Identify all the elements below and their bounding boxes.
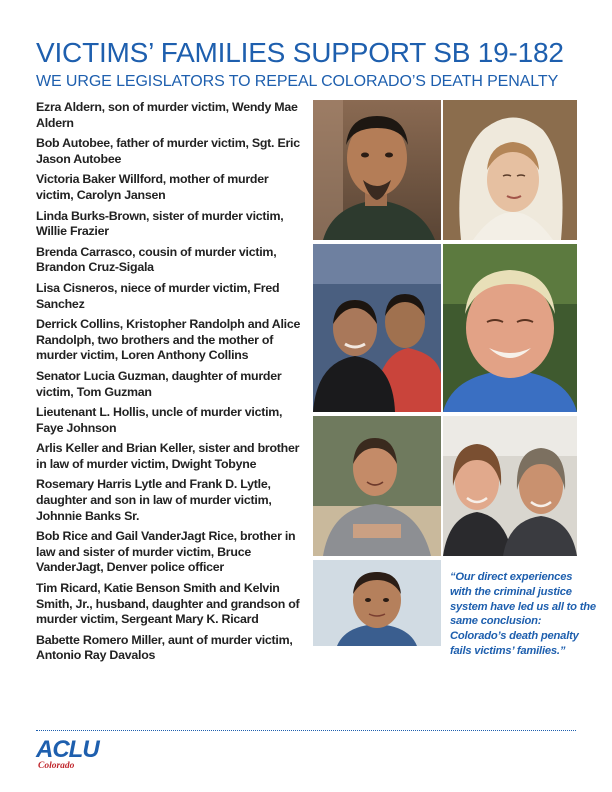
page-subtitle: WE URGE LEGISLATORS TO REPEAL COLORADO’S DEATH PENALTY	[36, 73, 559, 90]
list-item: Senator Lucia Guzman, daughter of murder victim, Tom Guzman	[36, 368, 282, 399]
list-item: Bob Rice and Gail VanderJagt Rice, brother in law and sister of murder victim, Bruce VanderJagt, Denver police officer	[36, 529, 296, 575]
supporters-list	[36, 100, 306, 669]
list-item: Brenda Carrasco, cousin of murder victim, Brandon Cruz-Sigala	[36, 244, 277, 275]
list-item: Ezra Aldern, son of murder victim, Wendy Mae Aldern	[36, 100, 298, 130]
aclu-logo	[36, 738, 99, 771]
logo-sub-text: Colorado	[38, 761, 75, 771]
list-item: Bob Autobee, father of murder victim, Sgt. Eric Jason Autobee	[36, 136, 300, 166]
page-title: VICTIMS’ FAMILIES SUPPORT SB 19-182	[36, 37, 564, 68]
list-item: Lieutenant L. Hollis, uncle of murder victim, Faye Johnson	[36, 405, 283, 435]
list-item: Linda Burks-Brown, sister of murder victim, Willie Frazier	[36, 208, 284, 239]
pull-quote: “Our direct experiences with the criminal justice system have led us all to the same conclusion: Colorado’s death penalty fails victims’ families.”	[450, 571, 596, 657]
photo-young-boy	[313, 560, 441, 646]
photo-young-man	[313, 100, 441, 240]
list-item: Rosemary Harris Lytle and Frank D. Lytle, daughter and son in law of murder victim, Johnnie Banks Sr.	[36, 477, 272, 523]
photo-man-gray-shirt	[313, 416, 441, 556]
list-item: Babette Romero Miller, aunt of murder victim, Antonio Ray Davalos	[36, 632, 293, 663]
photo-two-young-men	[313, 244, 441, 412]
photo-bride	[443, 100, 577, 240]
list-item: Tim Ricard, Katie Benson Smith and Kelvin Smith, Jr., husband, daughter and grandson of murder victim, Sergeant Mary K. Ricard	[36, 581, 300, 627]
list-item: Arlis Keller and Brian Keller, sister and brother in law of murder victim, Dwight Tobyne	[36, 441, 300, 471]
list-item: Derrick Collins, Kristopher Randolph and Alice Randolph, two brothers and the mother of murder victim, Loren Anthony Collins	[36, 317, 301, 363]
list-item: Victoria Baker Willford, mother of murder victim, Carolyn Jansen	[36, 172, 269, 202]
photo-two-women	[443, 416, 577, 556]
photo-older-man	[443, 244, 577, 412]
list-item: Lisa Cisneros, niece of murder victim, Fred Sanchez	[36, 280, 280, 311]
logo-main-text: ACLU	[36, 736, 99, 763]
footer-divider	[36, 730, 576, 731]
